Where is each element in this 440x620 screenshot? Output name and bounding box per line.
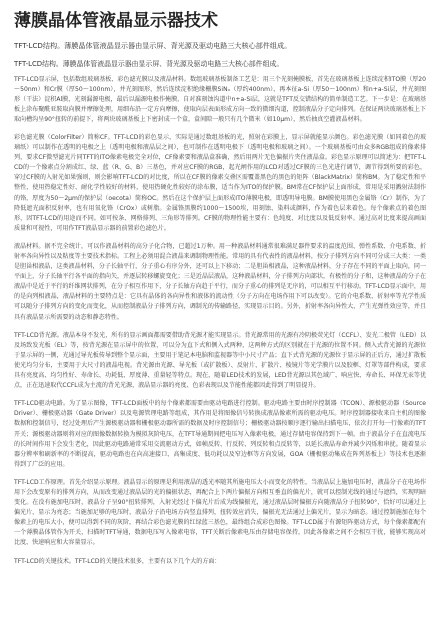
paragraph-drive-circuit: TFT-LCD驱动电路。为了显示图像，TFT-LCD面板中的每个像素都需要由驱动电路进行控制。驱动电路主要由时序控制器（TCON）、源极驱动器（Source Driver）、栅极驱动器（Gate Driver）以及电源管理电路等组成，其作用是将图像信号转换成液晶像素所需的驱动电压。时序控制器接收来自主机的图像数据和控制信号，经过处理后产生源极驱动器和栅极驱动器所需的数据及时序控制信号；栅极驱动器按顺序逐行输出扫描电压，依次打开每一行像素的TFT开关；源极驱动器则将对应的图像数据转换为模拟灰阶电压，在TFT导通期间把电压写入像素电极，通过存储电容保持到下一帧。由于液晶分子在直流电压的长时间作用下会发生老化，因此驱动电路通常采用交流驱动方式，如帧反转、行反转、列反转和点反转等，以延长液晶寿命并减少闪烁和串扰。随着显示器分辨率和刷新率的不断提高，驱动电路也在向高速接口、高集成度、低功耗以及窄边框等方向发展，GOA（栅极驱动集成在阵列基板上）等技术也逐渐得到了广泛的应用。: [14, 400, 426, 468]
paragraph-display-panel: TFT-LCD显示屏，包括数组玻璃基板、彩色滤光膜以及液晶材料。数组玻璃基板制备工艺是：用三个光刻掩膜板，首先在玻璃基板上连续淀积ITO膜（厚20～50nm）和Cr膜（厚50～100nm），并光刻图形，然后连续淀积绝缘栅膜SiNₓ（厚约400nm）、再本征a-Si（厚50～100nm）和n+a-Si层，并光刻图形（干法）淀积Al膜，光刻漏源电极，最后以漏源电极作掩膜，自对准刻蚀沟道中n+a-Si层，这就是TFT反交错结构的简单制造工艺。下一步是：在玻璃基板上涂布聚酰亚胺取向膜并摩擦处理，用细布沿一定方向摩擦，使取向层表面形成方向一致的微细沟道，控制液晶分子定向排列。在保证两块玻璃基板上下取向槽沟呈90°扭转的前提下，将两块玻璃基板上下密封成一个盒，盒间隙一般只有几个微米（如10μm），然后抽真空灌液晶材料。: [14, 75, 426, 123]
page-title: 薄膜晶体管液晶显示器技术: [14, 11, 218, 31]
section-summary: TFT-LCD结构。薄膜晶体管液晶显示器由显示屏、背光源及驱动电路三大核心部件组成。: [14, 59, 284, 68]
paragraph-key-technology: TFT-LCD的关键技术。TFT-LCD的关键技术很多，主要有以下几个大的方面：: [14, 557, 221, 565]
paragraph-backlight: TFT-LCD背光源。液晶本身不发光，所有的显示画面都需要借助背光源才能实现显示。背光源常用的光源有冷阴极荧光灯（CCFL）、发光二极管（LED）以及场致发光板（EL）等，按背光源在显示屏中的位置，可以分为直下式和侧入式两种，这两种方式的区别就在于光源的位置不同。侧入式背光源的光源位于显示屏的一侧，光通过导光板传导到整个显示面，主要用于笔记本电脑和监视器等中小尺寸产品；直下式背光源的光源位于显示屏的正后方，通过扩散板使光均匀分布，主要用于大尺寸的液晶电视。背光源由光源、导光板（或扩散板）、反射片、扩散片、棱镜片等光学膜片以及胶框、灯罩等部件构成，要求具有亮度高、均匀性好、寿命长、功耗低、厚度薄、重量轻等特点。现在，随着LED技术的发展，LED背光源以其色域广、响应快、寿命长、环保无汞等优点，正在迅速取代CCFL成为主流的背光光源，液晶显示器的亮度、色彩表现以及节能性能都因此得到了明显提升。: [14, 331, 426, 390]
paragraph-liquid-crystal: 液晶材料。据不完全统计，可以作液晶材料的高分子化合物，已超过1万种。用一种液晶材料通常很难满足器件要求的温度范围、弹性系数、介电系数、折射率各向异性以及粘度等主要技术指标。工程上必须用混合液晶来调制物理性能。常用的具有代表性的液晶材料，按分子排列方向不同可分成三大类：一类是胆甾相液晶，这类液晶材料，分子长轴平行，分子重心有序分外，还可以上下移动；二是胆甾相液晶，这种液晶材料，分子存在不同的平面上取向，同一平面上，分子长轴平行各平面的指向矢，并逐层转移螺旋变化；三是近晶层液晶，这种液晶材料，分子排列方向部状，有极性的分子和，这种液晶的分子在液晶中是近于平行的纤维网状排列，在分子相互作用下，分子长轴方向趋于平行，而分子重心的排列是无序的，可以相互平行移动。TFT-LCD显示面中，用的是向列相液晶，液晶材料的主要特点是：它具有晶体的各向异性和液体的流动性（分子方向在电场作用下可以改变）。它的介电系数、折射率等光学性质可以随分子排列方向的变化而变化，从而控制液晶分子排列方向，调制光的传输路径，实现显示目的。另外，折射率各向异性大，产生光弹性效应等，并且具有液晶显示所需要的动态和静态特性。: [14, 242, 426, 321]
intro-line: TFT-LCD结构。薄膜晶体管液晶显示器由显示屏、背光源及驱动电路三大核心部件组成。: [14, 41, 292, 50]
paragraph-color-filter: 彩色滤光膜（ColorFilter）简称CF。TFT-LCD的彩色显示，实际是通过数组基板的光，照射在彩膜上，显示屏就能显示颜色。彩色滤光膜（如同着色的玻璃纸）可以制作在透明的电极之上（透明电极和液晶层之间），也可制作在透明电极下（透明电极和玻璃之间）。一个玻璃基板可由众多RGB组成的像素排列，要求CF微型滤光片同TFT的ITO像素电极完全对位，CF像素要和液晶盒准确，然后用两片无色偏振片夹住液晶盒。彩色显示原理可以简述为：把TFT-LCD的一个像素点分割成红、绿、蓝（R、G、B）三基色，并对应CF膜的RGB，起光闸作用的LCD对透过CF膜的三色光进行调节，调节得到所要的彩色，穿过CF膜的入射光如果强则，则会影响TFT-LCD的对比度，所以在CF膜的像素交叠区需覆盖黑色的黑色的矩阵（BlackMatrix）简称BM。为了稳定性和平整性，使用热稳定性好、耐化学性较好的材料，使用热硬化性较好的涂布膜，适当作为ITO的保护膜。BM常在CF保护层上面形成，常用是采用溅射法制作的铬，厚度为50～2μm的保护层（oecota）简称OC。然后在这个保护层上面形成ITO薄膜电极，即透明导电膜。BM膜使用黑色金属铬（Cr）制作，为了降低遮光面积反射率，也有用氧化铬（CrOx）或树脂。金属铬黑膜约1000～1500埃，用刻蚀、染料或颜料，作为着色层来着色。每个像素点的着色图形，因TFT-LCD的用途而不同。如可按条、网格排列、三角形等排列。CF膜的物理性能主要有：色纯度、对比度以及低反射率。通过高对比度来提高画面质量和可视性，可用作TFT液晶显示器的前置彩色滤色片。: [14, 133, 426, 232]
paragraph-working-principle: TFT-LCD工作原理。首先介绍显示原理。液晶显示的原理是利用液晶的透光率随其所施电压大小而变化的特性，当液晶层上施加电压时，液晶分子在电场作用下会改变原有的排列方向，从而改变通过液晶层的光的偏振状态，再配合上下两片偏振方向相互垂直的偏光片，就可以控制光线的通过与遮挡，实现明暗变化。在没有施加电压时，液晶分子呈90°扭转排列，入射光经过下偏光片后成为线偏振光，通过液晶层时偏振方向随液晶分子扭转90°，恰好可以通过上偏光片，显示为亮态；当施加足够的电压时，液晶分子沿电场方向竖直排列，扭转效应消失，偏振光无法通过上偏光片，显示为暗态。通过控制施加在每个像素上的电压大小，便可以得到不同的灰阶，再结合彩色滤光膜的红绿蓝三基色，最终组合成彩色图像。TFT-LCD属于有源矩阵驱动方式，每个像素都配有一个薄膜晶体管作为开关，扫描时TFT导通，数据电压写入像素电容，TFT关断后像素电压由存储电容保持，因此各像素之间不会相互干扰，能够实现高对比度、快速响应和大容量显示。: [14, 478, 426, 547]
